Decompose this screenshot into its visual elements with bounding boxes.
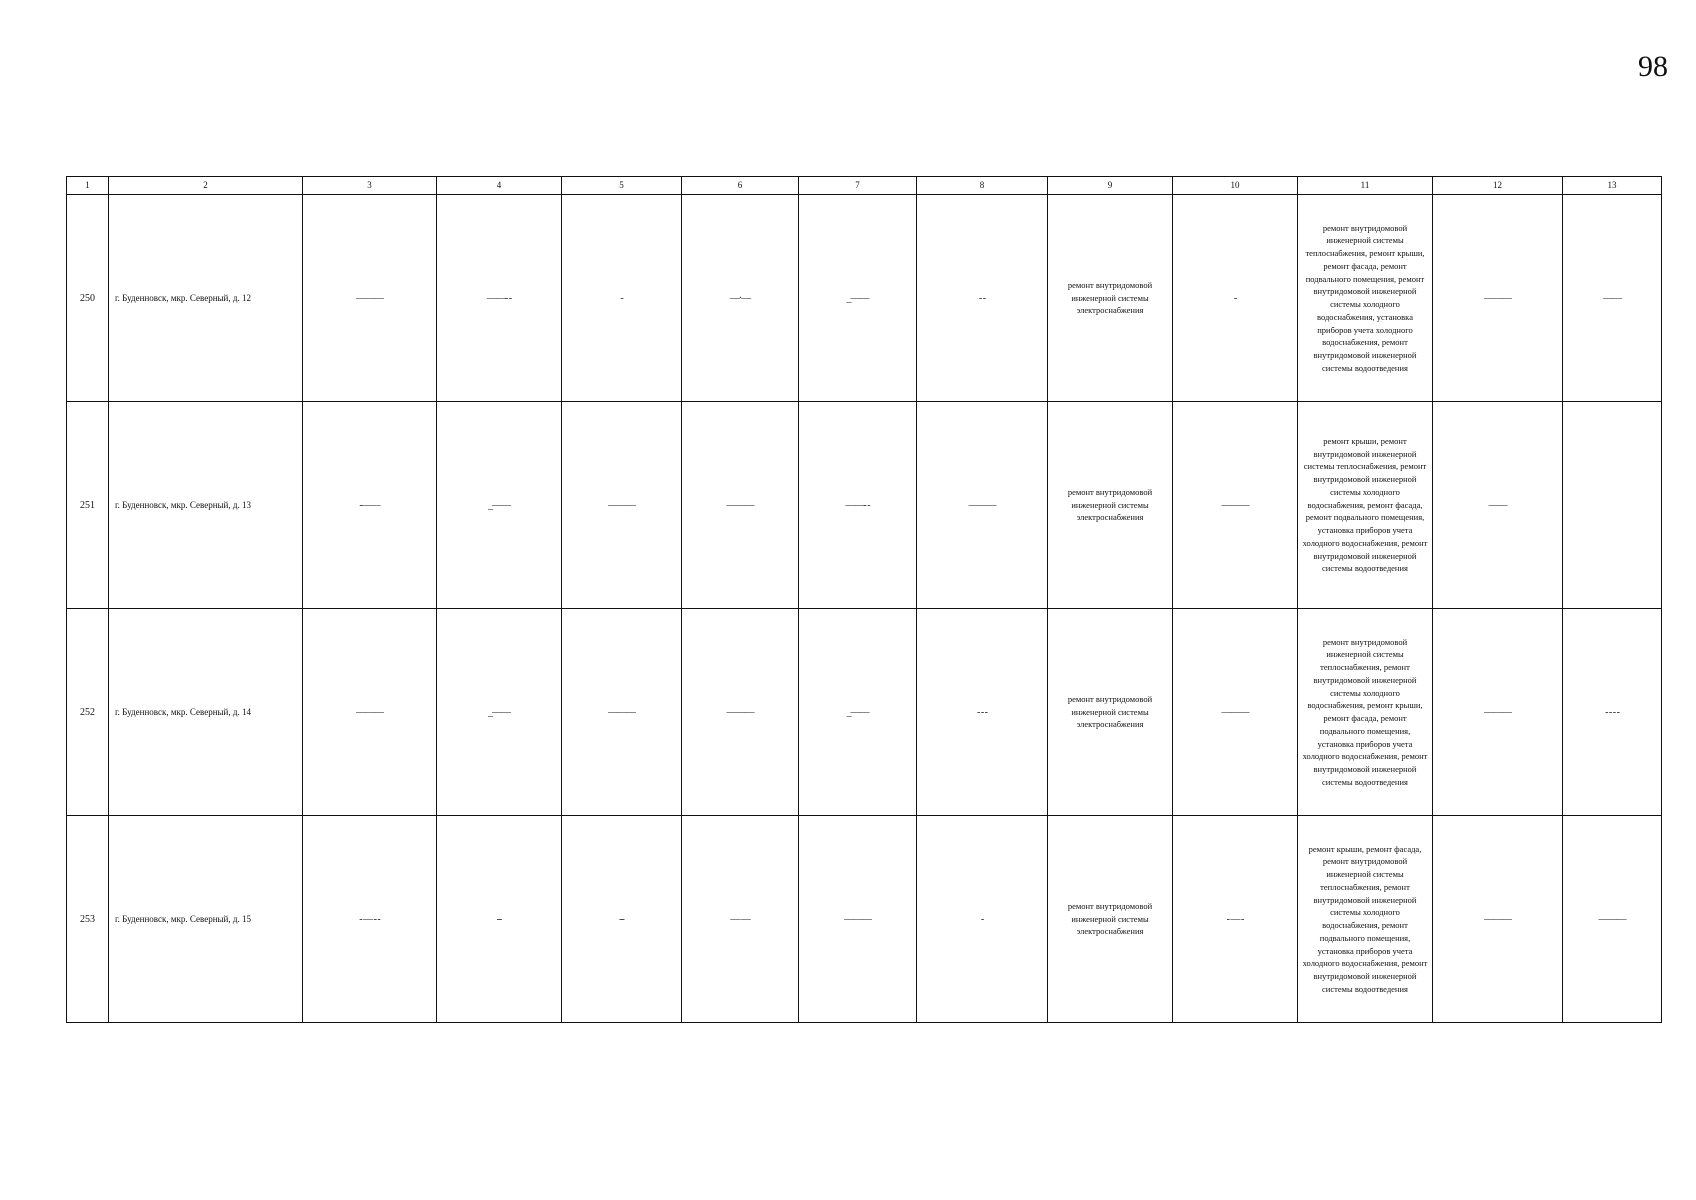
column-header: 1 xyxy=(67,177,109,195)
row-number: 251 xyxy=(67,402,109,609)
column-header: 4 xyxy=(437,177,562,195)
dash-cell: —— xyxy=(1563,195,1662,402)
column-header: 6 xyxy=(682,177,799,195)
works-list-cell: ремонт крыши, ремонт внутридомовой инженерной системы теплоснабжения, ремонт внутридомовой инженерной системы холодного водоснабжения, ремонт фасада, ремонт подвального помещения, установка приборов учета холодного водоснабжения, ремонт внутридомовой инженерной системы водоотведения xyxy=(1298,402,1433,609)
dash-cell: - xyxy=(562,195,682,402)
dash-cell: —— xyxy=(1433,402,1563,609)
dash-cell: ——- - xyxy=(437,195,562,402)
dash-cell: - - - - xyxy=(1563,609,1662,816)
dash-cell: - xyxy=(1173,195,1298,402)
dash-cell: ——— xyxy=(562,609,682,816)
table-row xyxy=(67,402,1662,609)
dash-cell: ——— xyxy=(303,609,437,816)
dash-cell: ——— xyxy=(1173,609,1298,816)
row-number: 252 xyxy=(67,609,109,816)
work-type-cell: ремонт внутридомовой инженерной системы электроснабжения xyxy=(1048,195,1173,402)
column-header: 5 xyxy=(562,177,682,195)
dash-cell: -—— xyxy=(303,402,437,609)
dash-cell: ——— xyxy=(1433,816,1563,1023)
address-cell: г. Буденновск, мкр. Северный, д. 12 xyxy=(109,195,303,402)
works-list-cell: ремонт внутридомовой инженерной системы теплоснабжения, ремонт внутридомовой инженерной системы холодного водоснабжения, ремонт крыши, ремонт фасада, ремонт подвального помещения, установка приборов учета холодного водоснабжения, ремонт внутридомовой инженерной системы водоотведения xyxy=(1298,609,1433,816)
dash-cell: _—— xyxy=(799,609,917,816)
column-header: 9 xyxy=(1048,177,1173,195)
table-row xyxy=(67,609,1662,816)
table-row xyxy=(67,816,1662,1023)
column-header: 13 xyxy=(1563,177,1662,195)
dash-cell: ——- - xyxy=(799,402,917,609)
column-header: 11 xyxy=(1298,177,1433,195)
dash-cell: -- xyxy=(437,816,562,1023)
column-header: 10 xyxy=(1173,177,1298,195)
column-header: 3 xyxy=(303,177,437,195)
address-cell: г. Буденновск, мкр. Северный, д. 14 xyxy=(109,609,303,816)
column-header: 7 xyxy=(799,177,917,195)
dash-cell: ——— xyxy=(1173,402,1298,609)
dash-cell: _—— xyxy=(437,402,562,609)
dash-cell: - — - - xyxy=(303,816,437,1023)
dash-cell: ——— xyxy=(1563,816,1662,1023)
dash-cell: ——— xyxy=(799,816,917,1023)
column-number-row xyxy=(67,177,1662,195)
dash-cell: ——— xyxy=(682,609,799,816)
table-row xyxy=(67,195,1662,402)
dash-cell: ——— xyxy=(682,402,799,609)
dash-cell: _—— xyxy=(437,609,562,816)
dash-cell xyxy=(1563,402,1662,609)
dash-cell: — — xyxy=(682,816,799,1023)
page-number: 98 xyxy=(1638,50,1668,83)
address-cell: г. Буденновск, мкр. Северный, д. 15 xyxy=(109,816,303,1023)
work-type-cell: ремонт внутридомовой инженерной системы электроснабжения xyxy=(1048,609,1173,816)
column-header: 2 xyxy=(109,177,303,195)
column-header: 8 xyxy=(917,177,1048,195)
work-type-cell: ремонт внутридомовой инженерной системы электроснабжения xyxy=(1048,816,1173,1023)
dash-cell: - xyxy=(917,816,1048,1023)
dash-cell: ——— xyxy=(1433,609,1563,816)
row-number: 250 xyxy=(67,195,109,402)
dash-cell: _—— xyxy=(799,195,917,402)
work-type-cell: ремонт внутридомовой инженерной системы электроснабжения xyxy=(1048,402,1173,609)
dash-cell: —·— xyxy=(682,195,799,402)
column-header: 12 xyxy=(1433,177,1563,195)
dash-cell: - — - xyxy=(1173,816,1298,1023)
works-table xyxy=(66,176,1662,1023)
dash-cell: ——— xyxy=(303,195,437,402)
dash-cell: - - xyxy=(917,195,1048,402)
works-list-cell: ремонт крыши, ремонт фасада, ремонт внутридомовой инженерной системы теплоснабжения, ремонт внутридомовой инженерной системы холодного водоснабжения, ремонт подвального помещения, установка приборов учета холодного водоснабжения, ремонт внутридомовой инженерной системы водоотведения xyxy=(1298,816,1433,1023)
dash-cell: -- xyxy=(562,816,682,1023)
address-cell: г. Буденновск, мкр. Северный, д. 13 xyxy=(109,402,303,609)
works-list-cell: ремонт внутридомовой инженерной системы теплоснабжения, ремонт крыши, ремонт фасада, ремонт подвального помещения, ремонт внутридомовой инженерной системы холодного водоснабжения, установка приборов учета холодного водоснабжения, ремонт внутридомовой инженерной системы водоотведения xyxy=(1298,195,1433,402)
dash-cell: ——— xyxy=(1433,195,1563,402)
dash-cell: - - - xyxy=(917,609,1048,816)
row-number: 253 xyxy=(67,816,109,1023)
dash-cell: ——— xyxy=(917,402,1048,609)
dash-cell: ——— xyxy=(562,402,682,609)
